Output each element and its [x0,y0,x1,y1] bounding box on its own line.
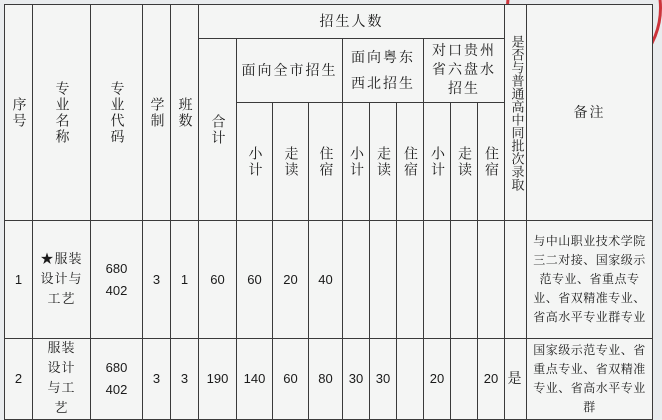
header-city-board: 住宿 [309,103,343,221]
row-ydx-day [370,221,397,339]
row-code: 680 402 [91,221,143,339]
row-total: 60 [199,221,237,339]
row-classes: 3 [171,339,199,420]
row-duration: 3 [143,339,171,420]
row-gz-board [478,221,505,339]
row-city-day: 60 [273,339,309,420]
row-ydx-subtotal [343,221,370,339]
header-gz-board: 住宿 [478,103,505,221]
header-major-name: 专业名称 [33,5,91,221]
row-city-day: 20 [273,221,309,339]
header-same-batch: 是否与普通高中同批次录取 [505,5,527,221]
row-code: 680 402 [91,339,143,420]
row-name: ★服装设计与工艺 [33,221,91,339]
row-city-board: 40 [309,221,343,339]
enrollment-table [4,4,653,420]
row-classes: 1 [171,221,199,339]
row-ydx-day: 30 [370,339,397,420]
header-major-code: 专业代码 [91,5,143,221]
row-gz-subtotal: 20 [424,339,451,420]
header-ydx-board: 住宿 [397,103,424,221]
header-row-1 [5,5,653,39]
row-remark: 国家级示范专业、省重点专业、省双精准专业、省高水平专业群 [527,339,653,420]
table-row [5,221,653,339]
row-total: 190 [199,339,237,420]
row-ydx-subtotal: 30 [343,339,370,420]
row-same-batch: 是 [505,339,527,420]
row-ydx-board [397,339,424,420]
header-gz-subtotal: 小计 [424,103,451,221]
header-seq: 序号 [5,5,33,221]
row-city-subtotal: 60 [237,221,273,339]
header-ydx-day: 走读 [370,103,397,221]
row-city-board: 80 [309,339,343,420]
table-row [5,339,653,420]
header-citywide: 面向全市招生 [237,39,343,103]
header-city-day: 走读 [273,103,309,221]
row-duration: 3 [143,221,171,339]
row-gz-day [451,339,478,420]
row-same-batch [505,221,527,339]
header-city-subtotal: 小计 [237,103,273,221]
header-ydx: 面向粤东西北招生 [343,39,424,103]
row-gz-subtotal [424,221,451,339]
header-enrollment: 招生人数 [199,5,505,39]
header-classes: 班数 [171,5,199,221]
row-city-subtotal: 140 [237,339,273,420]
row-gz-day [451,221,478,339]
header-guizhou: 对口贵州省六盘水招生 [424,39,505,103]
row-ydx-board [397,221,424,339]
header-total: 合计 [199,39,237,221]
row-seq: 2 [5,339,33,420]
header-duration: 学制 [143,5,171,221]
header-ydx-subtotal: 小计 [343,103,370,221]
header-gz-day: 走读 [451,103,478,221]
row-seq: 1 [5,221,33,339]
row-gz-board: 20 [478,339,505,420]
row-remark: 与中山职业技术学院三二对接、国家级示范专业、省重点专业、省双精准专业、省高水平专业群专业 [527,221,653,339]
header-remark: 备注 [527,5,653,221]
row-name: 服装设计与工艺 [33,339,91,420]
